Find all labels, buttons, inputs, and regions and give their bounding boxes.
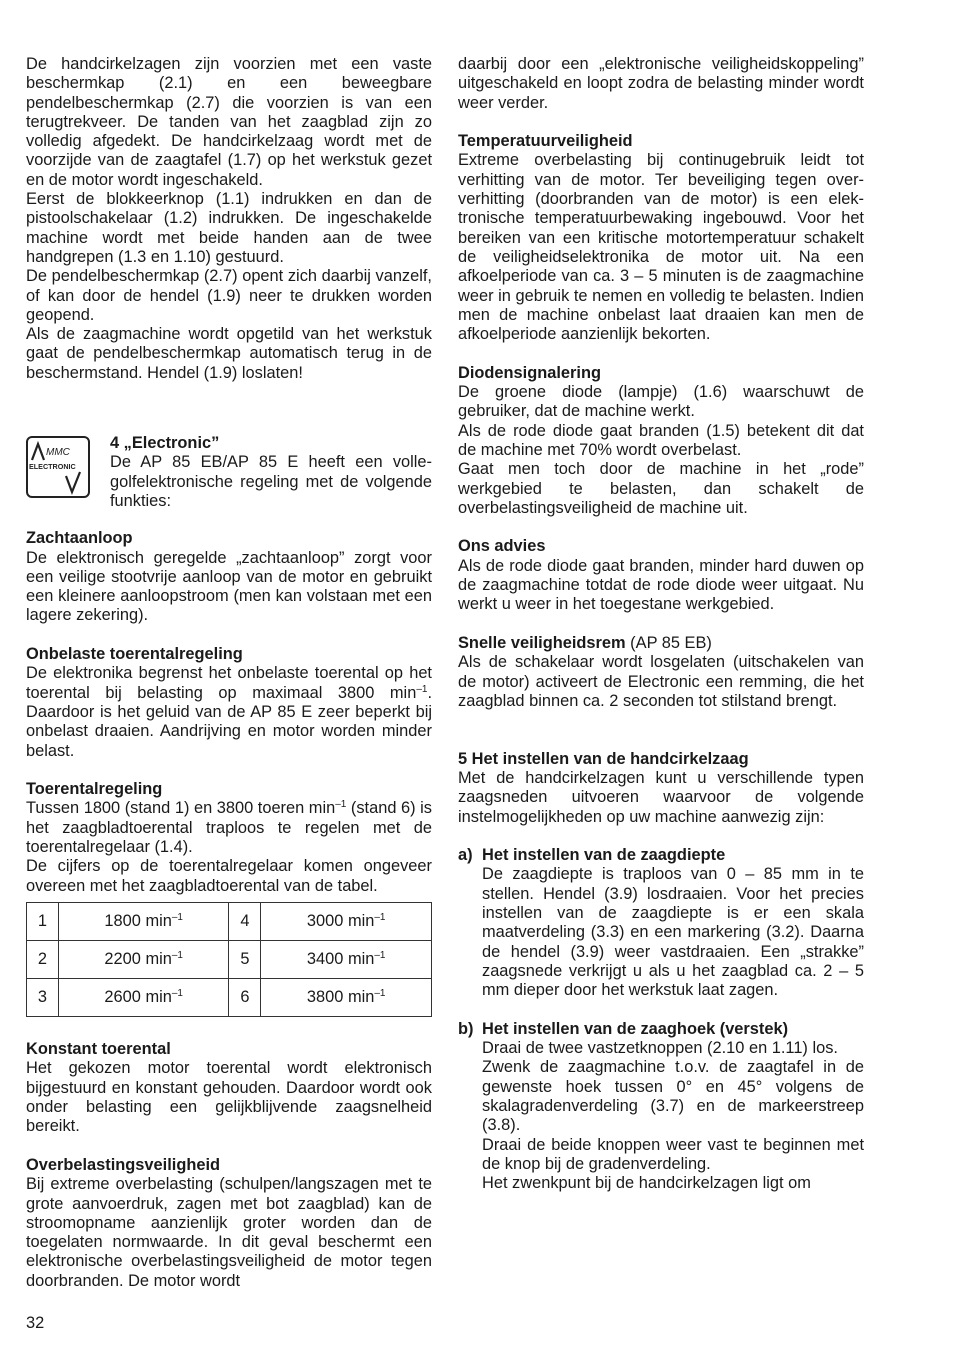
section-text: De cijfers op de toerentalregelaar komen ongeveer overeen met het zaagbladtoerental van de tabel.	[26, 857, 432, 895]
table-cell: 5	[229, 940, 261, 978]
logo-electronic-text: ELECTRONIC	[29, 462, 76, 472]
table-value: 3800 min	[306, 987, 375, 1006]
table-cell	[261, 978, 432, 1016]
text-span: De elektronika begrenst het onbelaste toerental op het toerental bij belasting op maximaal 3800 min	[26, 664, 432, 702]
superscript: –1	[171, 911, 183, 923]
table-value: 2200 min	[104, 949, 172, 968]
table-row	[27, 978, 432, 1016]
table-cell	[261, 940, 432, 978]
superscript: –1	[171, 987, 183, 999]
section-text: De groene diode (lampje) (1.6) waarschuwt de gebruiker, dat de machine werkt.	[458, 383, 864, 421]
section-heading: Diodensignalering	[458, 363, 601, 382]
section-text: Extreme overbelasting bij continugebruik leidt tot verhitting van de motor. Ter beveiliging tegen over- verhitting (doorbranden van de motor) is een elek- tronische temperatuurbewaking ingebouwd. Voor het bereiken van een kritische motortemperatuur schakelt de veiligheidselektronika de motor uit. Na een afkoelperiode van ca. 3 – 5 minuten is de zaagmachine weer in gebruik te nemen en volledig te belasten. Indien men de machine onbelast laat draaien kan men de afkoelperiode aanzienlijk bekorten.	[458, 151, 864, 344]
electronic-section	[26, 434, 432, 511]
intro-paragraph: Als de zaagmachine wordt opgetild van het werkstuk gaat de pendelbeschermkap automatisch terug in de beschermstand. Hendel (1.9) loslaten!	[26, 325, 432, 382]
subsection-a	[458, 846, 864, 1000]
section-heading: Toerentalregeling	[26, 780, 163, 799]
section-text: Draai de beide knoppen weer vast te beginnen met de knop bij de gradenverdeling.	[482, 1135, 864, 1173]
superscript: –1	[171, 949, 183, 961]
superscript: –1	[416, 683, 428, 695]
section-text: De zaagdiepte is traploos van 0 – 85 mm in te stellen. Hendel (3.9) losdraaien. Voor het precies instellen van de zaagdiepte is er een skala maatverdeling (3.3) en een markering (3.2). Daarna de hendel (3.9) weer vastdraaien. Een „strakke” zaagsnede verkrijgt u als u het zaagblad ca. 2 – 5 mm dieper door het werkstuk laat zagen.	[482, 865, 864, 1000]
section-heading	[458, 634, 864, 653]
heading-suffix: (AP 85 EB)	[625, 633, 712, 652]
table-value: 2600 min	[104, 987, 172, 1006]
section-text: Als de schakelaar wordt losgelaten (uitschakelen van de motor) activeert de Electronic een remming, die het zaagblad binnen ca. 2 seconden tot stilstand brengt.	[458, 653, 864, 710]
section-heading: 5 Het instellen van de handcirkelzaag	[458, 749, 749, 768]
table-value: 3400 min	[306, 949, 375, 968]
left-column	[26, 55, 432, 1291]
section-text: De AP 85 EB/AP 85 E heeft een volle-golfelektronische regeling met de volgende funkties:	[110, 453, 432, 510]
right-column	[458, 55, 864, 1194]
table-cell	[58, 940, 229, 978]
table-row	[27, 940, 432, 978]
superscript: –1	[335, 799, 347, 811]
section-heading: Zachtaanloop	[26, 529, 133, 548]
subsection-label: b)	[458, 1019, 474, 1038]
section-heading: Ons advies	[458, 537, 546, 556]
section-text	[26, 799, 432, 857]
subsection-label: a)	[458, 846, 473, 865]
section-text: Zwenk de zaagmachine t.o.v. de zaagtafel in de gewenste hoek tussen 0° en 45° volgens de skalagradenverdeling (3.7) en de markeerstreep (3.8).	[482, 1058, 864, 1135]
section-text: Het zwenkpunt bij de handcirkelzagen ligt om	[482, 1174, 811, 1193]
section-text: Als de rode diode gaat branden, minder hard duwen op de zaagmachine totdat de rode diode weer uitgaat. Nu werkt u weer in het toegestane werkgebied.	[458, 556, 864, 614]
section-heading: Konstant toerental	[26, 1040, 171, 1059]
electronic-logo-icon	[26, 436, 90, 498]
section-heading: Temperatuurveiligheid	[458, 132, 633, 151]
subsection-b	[458, 1020, 864, 1194]
table-cell	[58, 978, 229, 1016]
section-heading: Overbelastingsveiligheid	[26, 1155, 221, 1174]
section-heading: 4 „Electronic”	[110, 434, 220, 453]
text-span: (stand 6) is het zaagbladtoerental traploos te regelen met de toerentalregelaar (1.4).	[26, 799, 432, 856]
table-cell	[58, 902, 229, 940]
intro-paragraph: De handcirkelzagen zijn voorzien met een vaste beschermkap (2.1) en een beweegbare pendelbeschermkap (2.7) die voorzien is van een terugtrekveer. De tanden van het zaagblad zijn zo volledig afgedekt. De handcirkelzaag wordt met de voorzijde van de zaagtafel (1.7) op het werkstuk gezet en de motor wordt ingeschakeld.	[26, 55, 432, 189]
section-text: daarbij door een „elektronische veiligheidskoppeling” uitgeschakeld en loopt zodra de belasting minder wordt weer verder.	[458, 55, 864, 112]
text-span: . Daardoor is het geluid van de AP 85 E zeer beperkt bij onbelast draaien. Aandrijving en motor worden minder belast.	[26, 683, 432, 760]
intro-paragraph: Eerst de blokkeerknop (1.1) indrukken en dan de pistoolschakelaar (1.2) indrukken. De ingeschakelde machine wordt met beide handen aan de twee handgrepen (1.3 en 1.10) gestuurd.	[26, 190, 432, 266]
section-text: De elektronisch geregelde „zachtaanloop” zorgt voor een veilige stootvrije aanloop van de motor en gebruikt een kleinere aanloopstroom (men kan volstaan met een lagere zekering).	[26, 548, 432, 625]
table-value: 3000 min	[306, 911, 375, 930]
section-heading: Onbelaste toerentalregeling	[26, 645, 243, 664]
section-text: Bij extreme overbelasting (schulpen/langszagen met te grote aanvoerdruk, zagen met bot zaagblad) kan de stroomopname aanzienlijk groter worden dan de toegelaten normwaarde. In dit geval beschermt een elektronische overbelastingsveiligheid de motor tegen doorbranden. De motor wordt	[26, 1175, 432, 1290]
text-span: Tussen 1800 (stand 1) en 3800 toeren min	[26, 799, 336, 818]
section-text: Met de handcirkelzagen kunt u verschillende typen zaagsneden uitvoeren waarvoor de volgende instelmogelijkheden op uw machine aanwezig zijn:	[458, 768, 864, 826]
speed-table	[26, 902, 432, 1017]
superscript: –1	[374, 911, 386, 923]
table-cell: 2	[27, 940, 59, 978]
table-cell: 1	[27, 902, 59, 940]
section-text: Het gekozen motor toerental wordt elektronisch bijgestuurd en konstant gehouden. Daardoor wordt ook onder belasting een gelijkblijvende zaagsnelheid bereikt.	[26, 1059, 432, 1136]
table-value: 1800 min	[104, 911, 172, 930]
logo-mmc-text: MMC	[46, 447, 70, 459]
table-cell: 4	[229, 902, 261, 940]
superscript: –1	[374, 987, 386, 999]
section-text	[26, 664, 432, 760]
heading-text: Snelle veiligheidsrem	[458, 633, 626, 652]
table-cell: 6	[229, 978, 261, 1016]
section-text: Gaat men toch door de machine in het „rode” werkgebied te belasten, dan schakelt de overbelastingsveiligheid de machine uit.	[458, 460, 864, 517]
section-text: Als de rode diode gaat branden (1.5) betekent dit dat de machine met 70% wordt overbelast.	[458, 421, 864, 459]
section-text: Draai de twee vastzetknoppen (2.10 en 1.11) los.	[482, 1039, 838, 1058]
section-heading: Het instellen van de zaaghoek (verstek)	[482, 1019, 789, 1038]
section-heading: Het instellen van de zaagdiepte	[482, 846, 726, 865]
table-row	[27, 902, 432, 940]
intro-paragraph: De pendelbeschermkap (2.7) opent zich daarbij vanzelf, of kan door de hendel (1.9) neer te drukken worden geopend.	[26, 267, 432, 324]
table-cell	[261, 902, 432, 940]
superscript: –1	[374, 949, 386, 961]
table-cell: 3	[27, 978, 59, 1016]
page-number: 32	[26, 1314, 45, 1332]
